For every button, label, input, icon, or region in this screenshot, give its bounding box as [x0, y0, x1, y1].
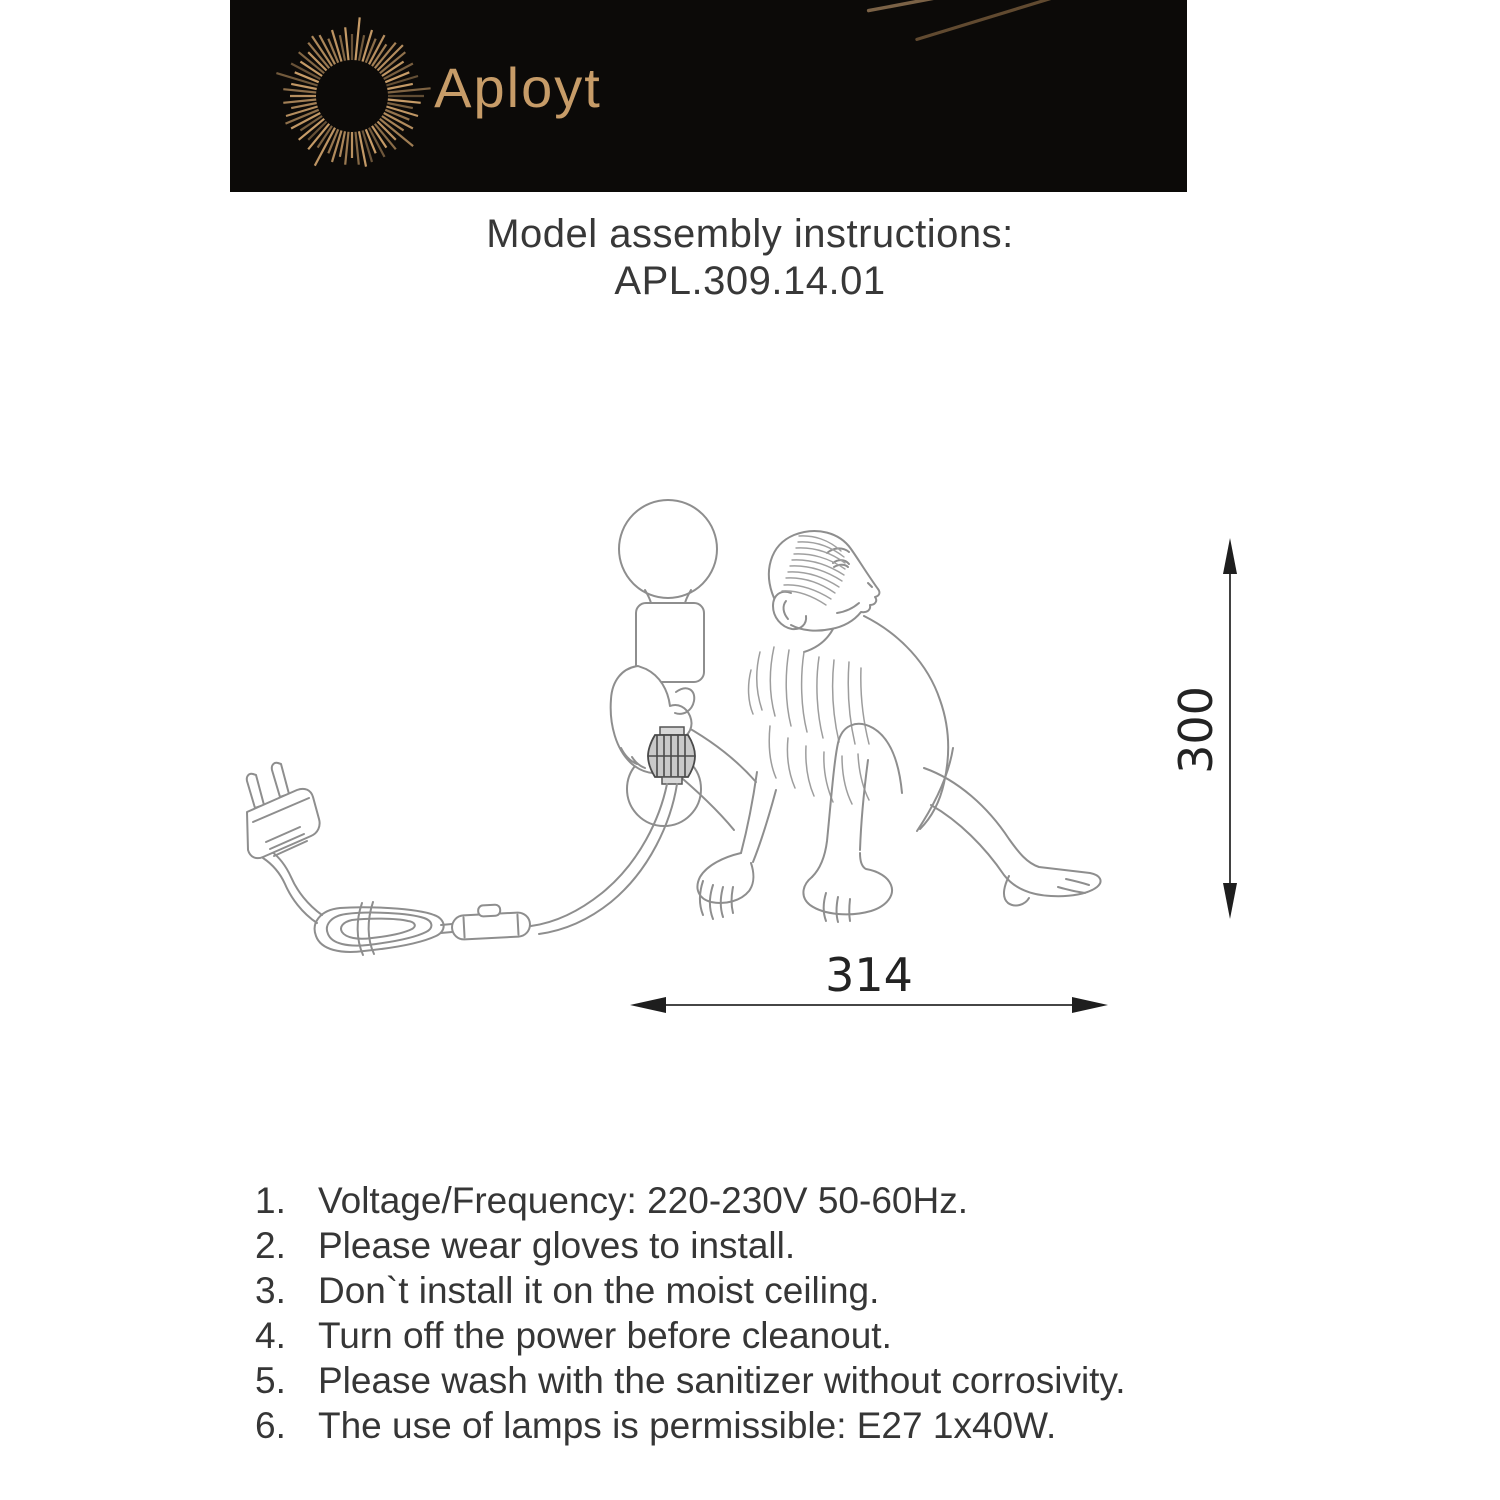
- item-text: Don`t install it on the moist ceiling.: [318, 1269, 880, 1311]
- brand-logo-text: Aployt: [434, 56, 602, 119]
- item-text: Turn off the power before cleanout.: [318, 1314, 892, 1356]
- inline-switch: [451, 903, 531, 940]
- radial-rays-decoration-icon: [690, 0, 1187, 39]
- height-dimension-label: 300: [1169, 686, 1223, 774]
- lamp-assembly: [247, 500, 717, 955]
- light-bulb: [619, 500, 717, 598]
- list-item: [255, 1313, 1125, 1358]
- list-item: [255, 1358, 1125, 1403]
- title-block: [0, 210, 1500, 304]
- power-plug: [247, 763, 320, 858]
- item-number: 5.: [255, 1359, 286, 1401]
- list-item: [255, 1268, 1125, 1313]
- monkey-lamp-drawing: [220, 470, 1290, 1040]
- sunburst-logo-icon: [276, 17, 430, 166]
- item-number: 4.: [255, 1314, 286, 1356]
- item-number: 6.: [255, 1404, 286, 1446]
- monkey-figure: [670, 531, 1101, 922]
- item-text: Please wear gloves to install.: [318, 1224, 796, 1266]
- model-number: APL.309.14.01: [614, 259, 886, 303]
- item-number: 3.: [255, 1269, 286, 1311]
- width-dimension-label: 314: [825, 948, 913, 1002]
- item-number: 2.: [255, 1224, 286, 1266]
- item-number: 1.: [255, 1179, 286, 1221]
- banner-decorations: [230, 0, 1187, 192]
- item-text: The use of lamps is permissible: E27 1x40W.: [318, 1404, 1057, 1446]
- cord-coil: [315, 902, 444, 955]
- height-dimension: [1169, 538, 1237, 919]
- width-dimension: [630, 948, 1108, 1013]
- item-text: Please wash with the sanitizer without corrosivity.: [318, 1359, 1126, 1401]
- list-item: [255, 1178, 1125, 1223]
- page-title: Model assembly instructions:: [486, 212, 1014, 256]
- list-item: [255, 1403, 1125, 1448]
- item-text: Voltage/Frequency: 220-230V 50-60Hz.: [318, 1179, 968, 1221]
- power-cord: [531, 784, 667, 926]
- brand-banner: [230, 0, 1187, 192]
- assembly-diagram: [220, 470, 1290, 1040]
- list-item: [255, 1223, 1125, 1268]
- cord-connector: [648, 727, 695, 784]
- instructions-list: [255, 1178, 1125, 1448]
